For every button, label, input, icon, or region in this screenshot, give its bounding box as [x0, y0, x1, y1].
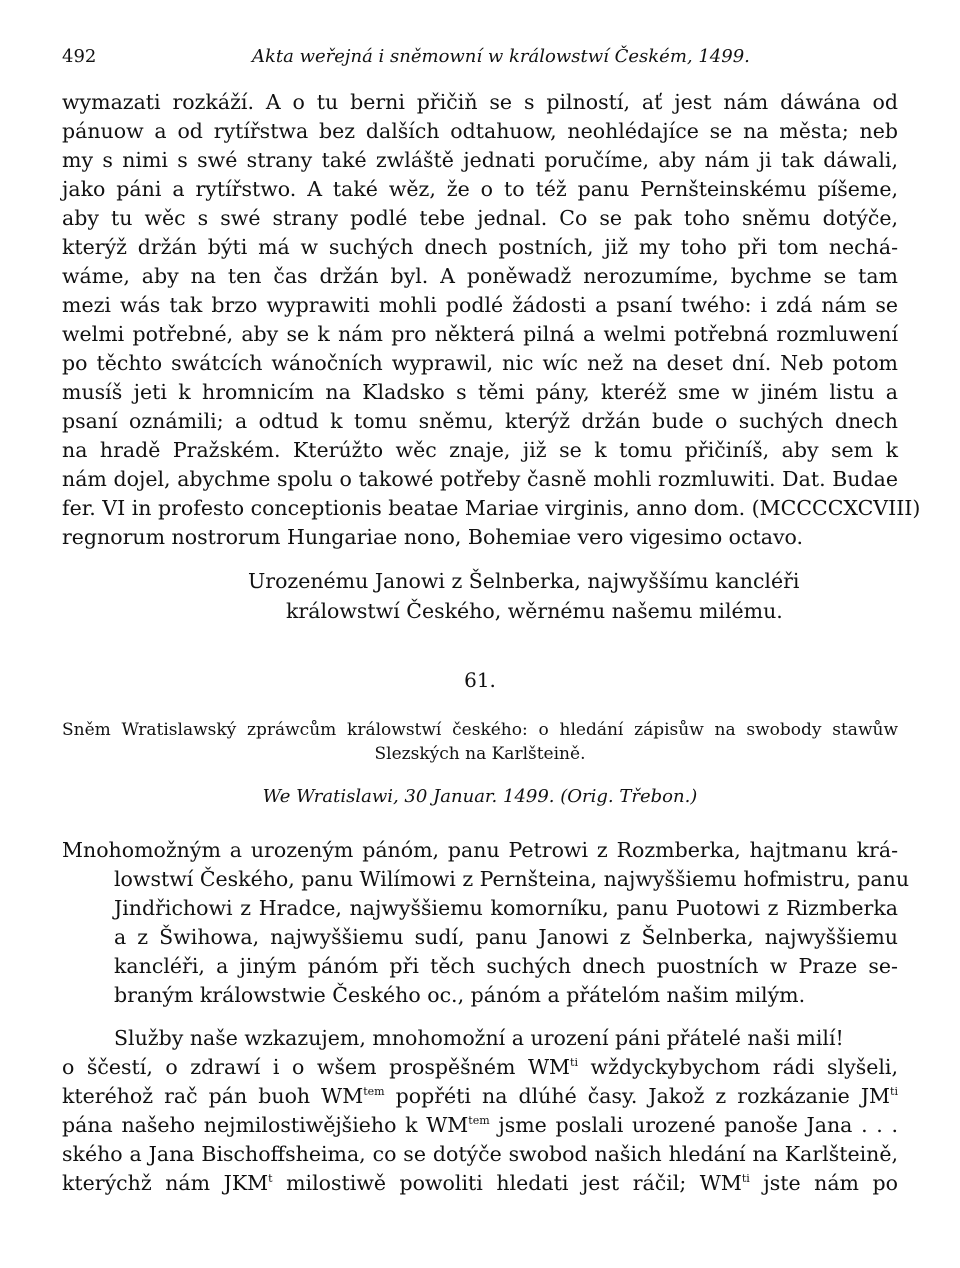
text-line: regnorum nostrorum Hungariae nono, Bohemiae vero vigesimo octavo.: [62, 525, 804, 549]
text-line: psaní oznámili; a odtud k tomu sněmu, kterýž držán bude o suchých dnech: [62, 409, 898, 433]
body-line: Služby naše wzkazujem, mnohomožní a urození páni přátelé naši milí!: [114, 1026, 844, 1050]
text-line: wáme, aby na ten čas držán byl. A poněwadž nerozumíme, bychme se tam: [62, 264, 898, 288]
regest-line: Slezských na Karlšteině.: [374, 744, 586, 764]
body-line: o ščestí, o zdrawí i o wšem prospěšném $WM^{ti}$ wždyckybychom rádi slyšeli,: [62, 1055, 898, 1079]
text-line: welmi potřebné, aby se k nám pro některá pilná a welmi potřebná rozmluwení: [62, 322, 898, 346]
address-line: králowstwí Českého, wěrnému našemu milému.: [286, 599, 783, 623]
page-header: [62, 46, 898, 74]
letter-end-text: [62, 88, 921, 552]
address-line: Urozenému Janowi z Šelnberka, najwyššímu kancléři: [248, 569, 800, 593]
document-number: 61.: [464, 668, 496, 692]
salutation-block: [62, 836, 910, 1010]
text-line: jako páni a rytířstwo. A také wěz, že o to též panu Pernšteinskému píšeme,: [62, 177, 898, 201]
body-line: ského a Jana Bischoffsheima, co se dotýče swobod našich hledání na Karlšteině,: [62, 1142, 898, 1166]
salutation-line: kancléři, a jiným pánóm při těch suchých dnech puostních w Praze se-: [114, 954, 898, 978]
salutation-line: a z Šwihowa, najwyššiemu sudí, panu Janowi z Šelnberka, najwyššiemu: [114, 925, 898, 949]
letter-body: [62, 1024, 898, 1198]
text-line: fer. VI in profesto conceptionis beatae Mariae virginis, anno dom. (MCCCCXCVIII): [62, 496, 921, 520]
body-line: pána našeho nejmilostiwějšieho k $WM^{tem}$ jsme poslali urozené panoše Jana . . .: [62, 1113, 898, 1137]
regest-line: Sněm Wratislawský zpráwcům králowstwí českého: o hledání zápisůw na swobody stawůw: [62, 720, 898, 740]
salutation-line: lowstwí Českého, panu Wilímowi z Pernšteina, najwyššiemu hofmistru, panu: [114, 867, 910, 891]
document-regest: [62, 718, 898, 766]
dateline: We Wratislawi, 30 Januar. 1499. (Orig. Třebon.): [262, 786, 698, 807]
page-number: 492: [62, 46, 97, 67]
text-line: pánuow a od rytířstwa bez dalších odtahuow, neohlédajíce se na města; neb: [62, 119, 898, 143]
text-line: mezi wás tak brzo wyprawiti mohli podlé žádosti a psaní twého: i zdá nám se: [62, 293, 898, 317]
text-line: aby tu wěc s swé strany podlé tebe jednal. Co se pak toho sněmu dotýče,: [62, 206, 898, 230]
address-block: [248, 566, 799, 626]
text-line: my s nimi s swé strany také zwláště jednati poručíme, aby nám ji tak dáwali,: [62, 148, 898, 172]
salutation-line: Jindřichowi z Hradce, najwyššiemu komorníku, panu Puotowi z Rizmberka: [114, 896, 898, 920]
body-line: kteréhož rač pán buoh $WM^{tem}$ popřéti na dlúhé časy. Jakož z rozkázanie $JM^{ti}$: [62, 1084, 898, 1108]
text-line: musíš jeti k hromnicím na Kladsko s těmi pány, kteréž sme w jiném listu a: [62, 380, 898, 404]
text-line: wymazati rozkáží. A o tu berni přičiň se s pilností, ať jest nám dáwána od: [62, 90, 898, 114]
salutation-line: Mnohomožným a urozeným pánóm, panu Petrowi z Rozmberka, hajtmanu krá-: [62, 838, 898, 862]
text-line: na hradě Pražském. Kterúžto wěc znaje, již se k tomu přičiníš, aby sem k: [62, 438, 898, 462]
text-line: kterýž držán býti má w suchých dnech postních, již my toho při tom nechá-: [62, 235, 898, 259]
running-title: Akta weřejná i sněmowní w králowstwí Českém, 1499.: [252, 46, 750, 67]
body-line: kterýchž nám JKM$^t$ milostiwě powoliti hledati jest ráčil; $WM^{ti}$ jste nám po: [62, 1171, 899, 1195]
text-line: nám dojel, abychme spolu o takowé potřeby časně mohli rozmluwiti. Dat. Budae: [62, 467, 898, 491]
text-line: po těchto swátcích wánočních wyprawil, nic wíc než na deset dní. Neb potom: [62, 351, 898, 375]
salutation-line: braným králowstwie Českého ос., pánóm a přátelóm našim milým.: [114, 983, 806, 1007]
